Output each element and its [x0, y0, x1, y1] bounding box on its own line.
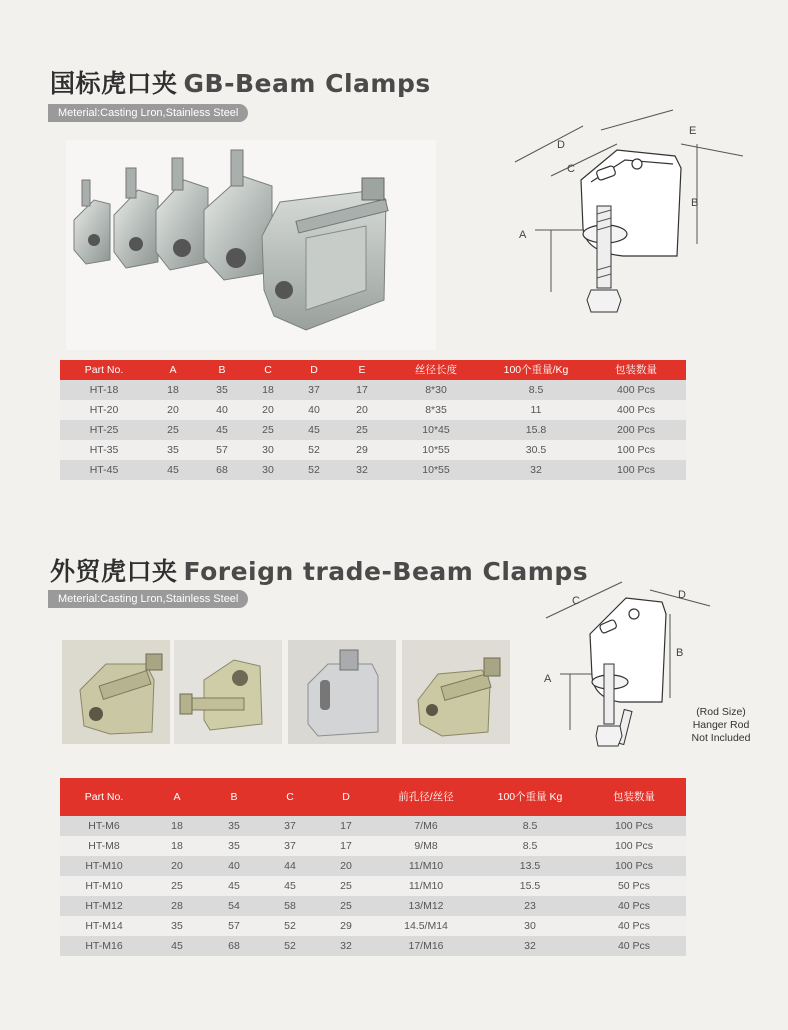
table-cell: 18	[148, 816, 206, 836]
table-cell: 40 Pcs	[582, 916, 686, 936]
table-cell: 20	[338, 400, 386, 420]
table-cell: 29	[338, 440, 386, 460]
note-line-2: Hanger Rod	[692, 719, 750, 731]
gb-beam-clamps-photo	[66, 140, 436, 350]
table-row	[60, 936, 686, 956]
table-cell: 10*55	[386, 460, 486, 480]
section2-title-cn: 外贸虎口夹	[50, 557, 178, 586]
table-cell: 25	[338, 420, 386, 440]
section1-title	[50, 64, 431, 100]
table-cell: 20	[148, 400, 198, 420]
table-cell: 52	[290, 440, 338, 460]
table-header: Part No.	[60, 778, 148, 816]
table-cell: 200 Pcs	[586, 420, 686, 440]
table-cell: 45	[148, 936, 206, 956]
table-cell: 68	[206, 936, 262, 956]
table-row	[60, 836, 686, 856]
dim-label-a: A	[544, 673, 552, 685]
table-cell: 45	[148, 460, 198, 480]
table-cell: 15.8	[486, 420, 586, 440]
table-cell: 30	[246, 440, 290, 460]
table-cell: 8*30	[386, 380, 486, 400]
table-cell: 20	[318, 856, 374, 876]
gb-beam-clamp-diagram	[505, 106, 765, 332]
table-row	[60, 896, 686, 916]
table-cell: 8.5	[486, 380, 586, 400]
dim-label-d: D	[557, 139, 565, 151]
table-cell: 400 Pcs	[586, 380, 686, 400]
table-header: 包装数量	[582, 778, 686, 816]
table-cell: 9/M8	[374, 836, 478, 856]
table-header: 丝径长度	[386, 360, 486, 380]
table-cell: 29	[318, 916, 374, 936]
table-row	[60, 816, 686, 836]
table-cell: 25	[246, 420, 290, 440]
foreign-beam-clamps-table	[60, 778, 686, 956]
table-cell: 40 Pcs	[582, 896, 686, 916]
table-cell: 68	[198, 460, 246, 480]
table-cell: 35	[206, 836, 262, 856]
table-cell: 100 Pcs	[586, 440, 686, 460]
foreign-clamp-photo-2	[174, 640, 282, 744]
dim-label-b: B	[691, 197, 699, 209]
table-cell: 11/M10	[374, 876, 478, 896]
dim-label-c: C	[572, 595, 580, 607]
table-cell: 35	[148, 440, 198, 460]
table-cell: 40	[198, 400, 246, 420]
table-header: A	[148, 360, 198, 380]
table-cell: 13.5	[478, 856, 582, 876]
table-cell: 11/M10	[374, 856, 478, 876]
table-header-row	[60, 778, 686, 816]
table-cell: HT-18	[60, 380, 148, 400]
table-cell: HT-M6	[60, 816, 148, 836]
table-cell: 58	[262, 896, 318, 916]
table-cell: HT-M8	[60, 836, 148, 856]
table-header: Part No.	[60, 360, 148, 380]
table-cell: 45	[262, 876, 318, 896]
table-cell: 8.5	[478, 816, 582, 836]
table-cell: 40 Pcs	[582, 936, 686, 956]
section2-title-en: Foreign trade-Beam Clamps	[183, 557, 589, 586]
table-row	[60, 380, 686, 400]
table-cell: HT-M10	[60, 876, 148, 896]
table-cell: 25	[318, 896, 374, 916]
table-header: 包装数量	[586, 360, 686, 380]
table-cell: 17	[318, 836, 374, 856]
dim-label-c: C	[567, 163, 575, 175]
dim-label-a: A	[519, 229, 527, 241]
table-cell: 25	[148, 876, 206, 896]
table-header-row	[60, 360, 686, 380]
table-cell: 17	[318, 816, 374, 836]
table-cell: 14.5/M14	[374, 916, 478, 936]
section2-material-badge: Meterial:Casting Lron,Stainless Steel	[48, 590, 248, 608]
table-cell: 40	[206, 856, 262, 876]
foreign-clamp-photo-3	[288, 640, 396, 744]
table-header: B	[198, 360, 246, 380]
note-line-3: Not Included	[691, 732, 751, 744]
table-cell: 100 Pcs	[586, 460, 686, 480]
table-cell: 25	[148, 420, 198, 440]
table-cell: 10*45	[386, 420, 486, 440]
table-header: C	[262, 778, 318, 816]
dim-label-e: E	[689, 125, 697, 137]
table-row	[60, 400, 686, 420]
table-cell: 40	[290, 400, 338, 420]
table-cell: HT-45	[60, 460, 148, 480]
table-cell: HT-M16	[60, 936, 148, 956]
note-line-1: (Rod Size)	[696, 706, 746, 718]
table-cell: 37	[262, 836, 318, 856]
table-cell: 15.5	[478, 876, 582, 896]
table-cell: 54	[206, 896, 262, 916]
table-header: A	[148, 778, 206, 816]
table-cell: HT-M10	[60, 856, 148, 876]
table-cell: 57	[206, 916, 262, 936]
table-cell: 37	[290, 380, 338, 400]
table-header: D	[290, 360, 338, 380]
table-cell: 30.5	[486, 440, 586, 460]
table-cell: 35	[206, 816, 262, 836]
table-cell: 52	[262, 916, 318, 936]
table-cell: 52	[262, 936, 318, 956]
table-cell: HT-25	[60, 420, 148, 440]
table-cell: 8.5	[478, 836, 582, 856]
table-cell: 25	[318, 876, 374, 896]
section2-title	[50, 552, 588, 588]
table-row	[60, 876, 686, 896]
table-cell: 45	[198, 420, 246, 440]
table-cell: 30	[478, 916, 582, 936]
table-row	[60, 856, 686, 876]
table-cell: 100 Pcs	[582, 856, 686, 876]
table-cell: 35	[198, 380, 246, 400]
table-cell: 52	[290, 460, 338, 480]
table-cell: 7/M6	[374, 816, 478, 836]
table-row	[60, 460, 686, 480]
table-cell: 28	[148, 896, 206, 916]
table-header: 100个重量 Kg	[478, 778, 582, 816]
table-cell: 32	[486, 460, 586, 480]
dim-label-b: B	[676, 647, 684, 659]
hanger-rod-note	[680, 706, 762, 745]
table-header: E	[338, 360, 386, 380]
table-cell: HT-35	[60, 440, 148, 460]
table-row	[60, 916, 686, 936]
table-header: C	[246, 360, 290, 380]
section1-material-badge: Meterial:Casting Lron,Stainless Steel	[48, 104, 248, 122]
table-cell: 18	[246, 380, 290, 400]
dim-label-d: D	[678, 589, 686, 601]
table-cell: 17/M16	[374, 936, 478, 956]
table-cell: 32	[338, 460, 386, 480]
table-cell: 13/M12	[374, 896, 478, 916]
table-cell: 30	[246, 460, 290, 480]
table-cell: 20	[246, 400, 290, 420]
table-cell: 400 Pcs	[586, 400, 686, 420]
table-cell: 45	[290, 420, 338, 440]
table-cell: 50 Pcs	[582, 876, 686, 896]
table-header: B	[206, 778, 262, 816]
table-cell: 32	[478, 936, 582, 956]
table-cell: 100 Pcs	[582, 836, 686, 856]
foreign-clamp-photo-1	[62, 640, 170, 744]
table-header: D	[318, 778, 374, 816]
table-cell: 23	[478, 896, 582, 916]
foreign-clamp-photo-4	[402, 640, 510, 744]
table-header: 100个重量/Kg	[486, 360, 586, 380]
section1-title-en: GB-Beam Clamps	[183, 69, 431, 98]
table-cell: 44	[262, 856, 318, 876]
section1-title-cn: 国标虎口夹	[50, 69, 178, 98]
table-cell: 45	[206, 876, 262, 896]
table-row	[60, 440, 686, 460]
table-row	[60, 420, 686, 440]
table-header: 前孔径/丝径	[374, 778, 478, 816]
table-cell: 8*35	[386, 400, 486, 420]
table-cell: 35	[148, 916, 206, 936]
table-cell: 18	[148, 836, 206, 856]
table-cell: HT-20	[60, 400, 148, 420]
table-cell: 17	[338, 380, 386, 400]
table-cell: 10*55	[386, 440, 486, 460]
table-cell: 57	[198, 440, 246, 460]
gb-beam-clamps-table	[60, 360, 686, 480]
table-cell: 20	[148, 856, 206, 876]
table-cell: 37	[262, 816, 318, 836]
table-cell: 18	[148, 380, 198, 400]
table-cell: HT-M14	[60, 916, 148, 936]
table-cell: HT-M12	[60, 896, 148, 916]
table-cell: 32	[318, 936, 374, 956]
table-cell: 11	[486, 400, 586, 420]
table-cell: 100 Pcs	[582, 816, 686, 836]
